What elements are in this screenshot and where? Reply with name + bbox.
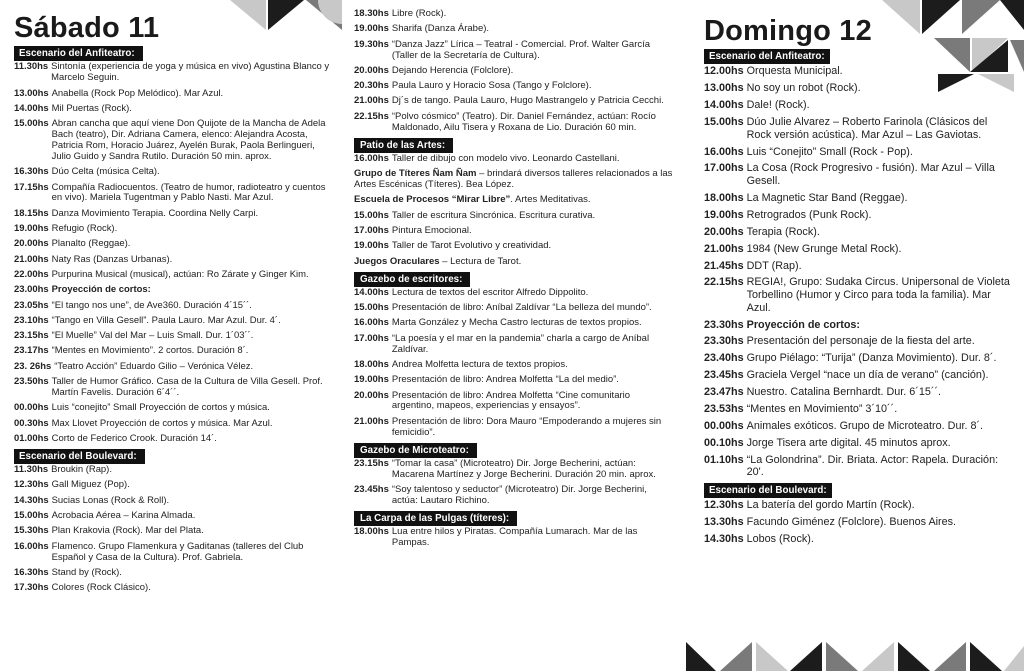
schedule-description: Grupo Piélago: “Turija” (Danza Movimiento). Dur. 8´.	[746, 352, 997, 365]
schedule-description: Dúo Celta (música Celta).	[51, 166, 160, 178]
schedule-time: 20.30hs	[354, 80, 389, 92]
schedule-item	[354, 241, 674, 252]
schedule-time: 23. 26hs	[14, 360, 52, 372]
titeres-desc: – brindará diversos talleres relacionados a las Artes Escénicas (Títeres). Bea López.	[354, 168, 673, 191]
schedule-item	[354, 360, 674, 371]
schedule-time: 18.00hs	[704, 191, 744, 204]
schedule-description: “El tango nos une”, de Ave360. Duración 4´15´´.	[51, 299, 252, 311]
schedule-description: La Magnetic Star Band (Reggae).	[746, 191, 908, 204]
schedule-item	[14, 362, 332, 373]
schedule-description: Corto de Federico Crook. Duración 14´.	[51, 432, 217, 444]
schedule-time: 00.00hs	[704, 419, 744, 432]
schedule-time: 17.30hs	[14, 582, 49, 594]
schedule-description: “Soy talentoso y seductor” (Microteatro) Dir. Jorge Becherini, actúa: Lautaro Richino.	[391, 484, 647, 507]
schedule-item	[704, 192, 1012, 205]
schedule-time: 23.45hs	[704, 369, 744, 382]
schedule-description: Dúo Julie Alvarez – Roberto Farinola (Clásicos del Rock versión acústica). Mar Azul – Las Gaviotas.	[746, 116, 988, 141]
escuela-desc: . Artes Meditativas.	[510, 194, 591, 206]
column-saturday-part1	[14, 0, 332, 598]
schedule-time: 14.30hs	[14, 494, 49, 506]
schedule-time: 17.00hs	[354, 332, 389, 344]
list-gazebo-escritores	[354, 288, 674, 439]
schedule-time: 12.30hs	[704, 499, 744, 512]
schedule-time: 21.00hs	[354, 415, 389, 427]
schedule-time: 14.00hs	[704, 99, 744, 112]
schedule-description: Animales exóticos. Grupo de Microteatro. Dur. 8´.	[746, 419, 984, 432]
schedule-time: 15.00hs	[14, 510, 49, 521]
schedule-description: Luis “conejito” Small Proyección de cortos y música.	[51, 402, 270, 414]
schedule-description: Planalto (Reggae).	[51, 238, 131, 250]
schedule-item	[704, 65, 1012, 78]
schedule-time: 18.00hs	[354, 358, 389, 370]
schedule-item	[14, 119, 332, 163]
schedule-time: 16.30hs	[14, 166, 49, 178]
schedule-description: Taller de escritura Sincrónica. Escritura curativa.	[391, 209, 596, 221]
schedule-time: 16.00hs	[354, 317, 389, 329]
schedule-time: 13.30hs	[704, 516, 744, 528]
schedule-time: 19.00hs	[354, 240, 389, 252]
schedule-item	[704, 516, 1012, 529]
schedule-description: Paula Lauro y Horacio Sosa (Tango y Folclore).	[391, 80, 592, 92]
schedule-description: Dale! (Rock).	[746, 99, 810, 112]
schedule-item	[14, 316, 332, 327]
schedule-time: 16.00hs	[14, 540, 49, 552]
section-header-carpa: La Carpa de las Pulgas (títeres):	[354, 511, 517, 526]
schedule-description: “Polvo cósmico” (Teatro). Dir. Daniel Fernández, actúan: Rocío Maldonado, Ailu Tisera y Roxana de Lio. Duración 60 min.	[391, 110, 656, 133]
schedule-item	[14, 270, 332, 281]
patio-juegos-text	[354, 257, 674, 268]
schedule-time: 23.15hs	[354, 457, 389, 469]
schedule-item	[354, 288, 674, 299]
section-header-gazebo-microteatro: Gazebo de Microteatro:	[354, 443, 477, 458]
schedule-time: 17.00hs	[354, 224, 389, 236]
schedule-description: Marta González y Mecha Castro lecturas de textos propios.	[391, 317, 642, 329]
list-carpa-pulgas	[354, 527, 674, 549]
schedule-item	[704, 116, 1012, 141]
schedule-description: La batería del gordo Martín (Rock).	[746, 499, 915, 512]
section-header-boulevard-sunday: Escenario del Boulevard:	[704, 483, 832, 498]
schedule-item	[14, 255, 332, 266]
section-header-patio: Patio de las Artes:	[354, 138, 453, 153]
schedule-item	[354, 96, 674, 107]
schedule-item	[354, 81, 674, 92]
schedule-description: Flamenco. Grupo Flamenkura y Gaditanas (talleres del Club Español y Casa de la Cultura). Prof. Gabriela.	[51, 540, 304, 563]
schedule-description: Gall Miguez (Pop).	[51, 479, 130, 491]
section-header-gazebo-escritores: Gazebo de escritores:	[354, 272, 470, 287]
section-header-anfiteatro: Escenario del Anfiteatro:	[14, 46, 143, 61]
schedule-time: 22.15hs	[704, 276, 744, 289]
schedule-time: 13.00hs	[704, 82, 744, 95]
schedule-time: 15.00hs	[354, 209, 389, 221]
schedule-description: Pintura Emocional.	[391, 224, 472, 236]
schedule-description: Abran cancha que aquí viene Don Quijote de la Mancha de Adela Bach (teatro), Dir. Adriana Camera, elenco: Alejandra Acosta, Patricia Rom, Horacio Juárez, Ayelén Burak, Paola Berlingueri, Julio Guido y Sandra Rutilo. Duración 50 min. aprox.	[51, 118, 326, 162]
schedule-description: “Teatro Acción” Eduardo Gilio – Verónica Vélez.	[54, 360, 254, 372]
schedule-time: 23.00hs	[14, 284, 49, 296]
schedule-time: 14.00hs	[14, 102, 49, 114]
schedule-item	[14, 224, 332, 235]
schedule-item	[14, 62, 332, 84]
schedule-time: 15.00hs	[704, 116, 744, 129]
schedule-item	[704, 420, 1012, 433]
schedule-description: DDT (Rap).	[746, 259, 802, 272]
schedule-item	[704, 243, 1012, 256]
section-header-boulevard: Escenario del Boulevard:	[14, 449, 145, 464]
schedule-description: Anabella (Rock Pop Melódico). Mar Azul.	[51, 87, 224, 99]
schedule-description: Nuestro. Catalina Bernhardt. Dur. 6´15´´.	[746, 386, 942, 399]
list-boulevard-saturday-continued	[354, 9, 674, 134]
schedule-time: 23.10hs	[14, 314, 49, 326]
schedule-item	[354, 318, 674, 329]
schedule-description: Acrobacia Aérea – Karina Almada.	[51, 510, 196, 521]
schedule-description: Lobos (Rock).	[746, 532, 814, 545]
schedule-description: Libre (Rock).	[391, 8, 447, 19]
schedule-item	[704, 454, 1012, 479]
schedule-item	[14, 377, 332, 399]
schedule-item	[14, 419, 332, 430]
schedule-time: 20.00hs	[14, 238, 49, 250]
schedule-item	[14, 526, 332, 537]
schedule-item	[354, 485, 674, 507]
list-anfiteatro-saturday	[14, 62, 332, 444]
schedule-item	[704, 533, 1012, 546]
schedule-description: Colores (Rock Clásico).	[51, 582, 151, 594]
schedule-description: Presentación de libro: Aníbal Zaldívar “La belleza del mundo”.	[391, 302, 652, 314]
schedule-time: 21.00hs	[14, 253, 49, 265]
schedule-item	[354, 24, 674, 35]
schedule-item	[354, 303, 674, 314]
schedule-description: Sharifa (Danza Árabe).	[391, 23, 490, 35]
schedule-item	[354, 375, 674, 386]
schedule-description: Presentación de libro: Dora Mauro “Empoderando a mujeres sin femicidio”.	[391, 415, 662, 438]
schedule-time: 23.30hs	[704, 318, 744, 331]
schedule-description: Graciela Vergel “nace un día de verano” (canción).	[746, 369, 989, 382]
schedule-description: Naty Ras (Danzas Urbanas).	[51, 253, 173, 265]
list-anfiteatro-sunday	[704, 65, 1012, 478]
schedule-item	[704, 369, 1012, 382]
schedule-time: 17.00hs	[704, 162, 744, 175]
geometric-decoration-bottom-right	[686, 636, 1024, 671]
schedule-time: 19.30hs	[354, 38, 389, 50]
schedule-description: “La Golondrina”. Dir. Briata. Actor: Rapela. Duración: 20'.	[746, 453, 999, 479]
schedule-time: 23.17hs	[14, 345, 49, 357]
schedule-item	[354, 112, 674, 134]
list-patio-first	[354, 154, 674, 165]
schedule-description: “Tango en Villa Gesell”. Paula Lauro. Mar Azul. Dur. 4´.	[51, 314, 281, 326]
schedule-item	[354, 9, 674, 20]
schedule-time: 00.10hs	[704, 436, 744, 449]
schedule-time: 23.40hs	[704, 352, 744, 365]
schedule-description: “El Muelle” Val del Mar – Luis Small. Dur. 1´03´´.	[51, 330, 254, 342]
schedule-description: Compañía Radiocuentos. (Teatro de humor, radioteatro y cuentos en vivo). Mariela Tugentman y Pablo Nasti. Mar Azul.	[51, 181, 326, 204]
day-title-sunday: Domingo 12	[704, 15, 872, 47]
schedule-description: Mil Puertas (Rock).	[51, 102, 132, 114]
schedule-item	[354, 527, 674, 549]
schedule-description: “Mentes en Movimiento”. 2 cortos. Duración 8´.	[51, 345, 249, 357]
schedule-time: 22.15hs	[354, 110, 389, 122]
schedule-item	[704, 437, 1012, 450]
schedule-time: 16.00hs	[354, 152, 389, 164]
schedule-time: 23.50hs	[14, 376, 49, 388]
schedule-item	[354, 211, 674, 222]
schedule-time: 19.00hs	[354, 374, 389, 386]
schedule-item	[14, 285, 332, 296]
schedule-description: Taller de Tarot Evolutivo y creatividad.	[391, 240, 552, 252]
schedule-item	[14, 104, 332, 115]
schedule-description: Stand by (Rock).	[51, 566, 122, 578]
schedule-item	[14, 403, 332, 414]
schedule-description: No soy un robot (Rock).	[746, 82, 861, 95]
section-header-anfiteatro-sunday: Escenario del Anfiteatro:	[704, 49, 830, 64]
schedule-item	[354, 459, 674, 481]
schedule-time: 15.30hs	[14, 525, 49, 537]
schedule-item	[704, 499, 1012, 512]
schedule-description: “La poesía y el mar en la pandemia” charla a cargo de Aníbal Zaldívar.	[391, 332, 650, 355]
schedule-item	[14, 511, 332, 522]
schedule-time: 22.00hs	[14, 268, 49, 280]
schedule-description: Broukin (Rap).	[51, 464, 112, 476]
schedule-item	[14, 480, 332, 491]
titeres-name: Grupo de Títeres Ñam Ñam	[354, 168, 477, 180]
schedule-time: 14.30hs	[704, 532, 744, 545]
schedule-item	[704, 403, 1012, 416]
schedule-description: Orquesta Municipal.	[746, 65, 843, 78]
schedule-time: 23.15hs	[14, 330, 49, 342]
schedule-item	[354, 40, 674, 62]
schedule-time: 13.00hs	[14, 87, 49, 99]
juegos-name: Juegos Oraculares	[354, 255, 440, 267]
schedule-item	[704, 352, 1012, 365]
column-saturday-part2	[354, 9, 674, 554]
schedule-time: 20.00hs	[354, 389, 389, 401]
schedule-description: Dejando Herencia (Folclore).	[391, 64, 514, 76]
schedule-description: Plan Krakovia (Rock). Mar del Plata.	[51, 525, 204, 537]
schedule-item	[14, 89, 332, 100]
schedule-time: 15.00hs	[354, 302, 389, 314]
schedule-time: 23.05hs	[14, 299, 49, 311]
schedule-item	[704, 226, 1012, 239]
schedule-time: 20.00hs	[704, 225, 744, 238]
schedule-description: Presentación del personaje de la fiesta del arte.	[746, 335, 975, 348]
list-gazebo-microteatro	[354, 459, 674, 507]
schedule-item	[14, 542, 332, 564]
schedule-item	[14, 331, 332, 342]
schedule-item	[14, 209, 332, 220]
schedule-description: Terapia (Rock).	[746, 225, 820, 238]
schedule-item	[354, 334, 674, 356]
schedule-description: Taller de dibujo con modelo vivo. Leonardo Castellani.	[391, 152, 620, 164]
schedule-description: Danza Movimiento Terapia. Coordina Nelly Carpi.	[51, 207, 259, 219]
patio-escuela-text	[354, 195, 674, 206]
schedule-description: La Cosa (Rock Progresivo - fusión). Mar Azul – Villa Gesell.	[746, 162, 995, 188]
schedule-time: 21.45hs	[704, 259, 744, 272]
schedule-description: Presentación de libro: Andrea Molfetta “Cine comunitario argentino, mapeos, experiencias y ensayos”.	[391, 389, 631, 412]
schedule-item	[704, 162, 1012, 187]
schedule-time: 12.00hs	[704, 65, 744, 78]
schedule-item	[14, 301, 332, 312]
schedule-time: 23.45hs	[354, 484, 389, 496]
schedule-time: 19.00hs	[704, 208, 744, 221]
schedule-time: 21.00hs	[354, 95, 389, 107]
schedule-time: 23.53hs	[704, 402, 744, 415]
schedule-time: 19.00hs	[354, 23, 389, 35]
schedule-item	[354, 226, 674, 237]
schedule-description: 1984 (New Grunge Metal Rock).	[746, 242, 902, 255]
schedule-description: Dj´s de tango. Paula Lauro, Hugo Mastrangelo y Patricia Cecchi.	[391, 95, 664, 107]
schedule-item	[354, 391, 674, 413]
schedule-description: “Tomar la casa” (Microteatro) Dir. Jorge Becherini, actúan: Macarena Martínez y Jorge Becherini. Duración 20 min. aprox.	[391, 457, 656, 480]
schedule-description: Jorge Tisera arte digital. 45 minutos aprox.	[746, 436, 951, 449]
schedule-description: “Mentes en Movimiento” 3´10´´.	[746, 402, 898, 415]
schedule-description: Max Llovet Proyección de cortos y música. Mar Azul.	[51, 417, 273, 429]
schedule-item	[704, 209, 1012, 222]
schedule-time: 11.30hs	[14, 61, 49, 73]
list-patio-items	[354, 211, 674, 253]
schedule-time: 00.00hs	[14, 402, 49, 414]
schedule-description: Refugio (Rock).	[51, 223, 118, 235]
schedule-description: Facundo Giménez (Folclore). Buenos Aires.	[746, 516, 957, 528]
schedule-item	[14, 583, 332, 594]
schedule-time: 18.00hs	[354, 526, 389, 538]
schedule-item	[354, 66, 674, 77]
schedule-description: Retrogrados (Punk Rock).	[746, 208, 872, 221]
schedule-time: 01.10hs	[704, 453, 744, 466]
schedule-description: Purpurina Musical (musical), actúan: Ro Zárate y Ginger Kim.	[51, 268, 309, 280]
schedule-description: Lua entre hilos y Piratas. Compañía Lumarach. Mar de las Pampas.	[391, 526, 638, 549]
schedule-time: 23.30hs	[704, 335, 744, 348]
schedule-description: Taller de Humor Gráfico. Casa de la Cultura de Villa Gesell. Prof. Martín Favelis. Duración 6´4´´.	[51, 376, 323, 398]
patio-titeres-text	[354, 169, 674, 191]
schedule-time: 14.00hs	[354, 286, 389, 298]
schedule-time: 21.00hs	[704, 242, 744, 255]
schedule-item	[704, 146, 1012, 159]
schedule-item	[14, 239, 332, 250]
schedule-item	[704, 99, 1012, 112]
column-sunday	[704, 0, 1012, 550]
schedule-time: 01.00hs	[14, 432, 49, 444]
schedule-item	[14, 434, 332, 445]
schedule-time: 16.00hs	[704, 145, 744, 158]
schedule-description: REGIA!, Grupo: Sudaka Circus. Unipersonal de Violeta Torbellino (Humor y Circo para toda la familia). Mar Azul.	[746, 276, 1010, 314]
schedule-time: 20.00hs	[354, 64, 389, 76]
schedule-time: 11.30hs	[14, 464, 49, 476]
escuela-name: Escuela de Procesos “Mirar Libre”	[354, 194, 511, 206]
schedule-item	[354, 154, 674, 165]
schedule-item	[14, 183, 332, 205]
schedule-item	[14, 346, 332, 357]
schedule-time: 00.30hs	[14, 417, 49, 429]
schedule-description: Sucias Lonas (Rock & Roll).	[51, 494, 170, 506]
schedule-time: 15.00hs	[14, 118, 49, 130]
list-boulevard-saturday	[14, 465, 332, 594]
schedule-description: Presentación de libro: Andrea Molfetta “La del medio”.	[391, 374, 619, 386]
schedule-description: Andrea Molfetta lectura de textos propios.	[391, 358, 568, 370]
schedule-time: 18.15hs	[14, 207, 49, 219]
schedule-description: Lectura de textos del escritor Alfredo Dippolito.	[391, 286, 589, 298]
schedule-item	[704, 335, 1012, 348]
day-title-saturday: Sábado 11	[14, 12, 160, 44]
schedule-time: 23.47hs	[704, 386, 744, 399]
schedule-item	[704, 276, 1012, 314]
schedule-item	[14, 568, 332, 579]
schedule-item	[704, 319, 1012, 332]
schedule-description: Proyección de cortos:	[51, 284, 151, 296]
schedule-item	[354, 417, 674, 439]
list-boulevard-sunday	[704, 499, 1012, 545]
schedule-item	[14, 496, 332, 507]
schedule-time: 18.30hs	[354, 8, 389, 19]
schedule-description: “Danza Jazz” Lírica – Teatral - Comercial. Prof. Walter García (Taller de la Secretaría de Cultura).	[391, 38, 651, 61]
schedule-item	[14, 465, 332, 476]
schedule-time: 19.00hs	[14, 223, 49, 235]
schedule-item	[14, 167, 332, 178]
schedule-item	[704, 82, 1012, 95]
schedule-time: 17.15hs	[14, 181, 49, 193]
juegos-desc: – Lectura de Tarot.	[439, 255, 522, 267]
schedule-description: Sintonía (experiencia de yoga y música en vivo) Agustina Blanco y Marcelo Seguin.	[51, 61, 330, 84]
schedule-time: 12.30hs	[14, 479, 49, 491]
schedule-item	[704, 260, 1012, 273]
schedule-item	[704, 386, 1012, 399]
schedule-time: 16.30hs	[14, 566, 49, 578]
schedule-description: Luis “Conejito” Small (Rock - Pop).	[746, 145, 913, 158]
schedule-description: Proyección de cortos:	[746, 318, 861, 331]
